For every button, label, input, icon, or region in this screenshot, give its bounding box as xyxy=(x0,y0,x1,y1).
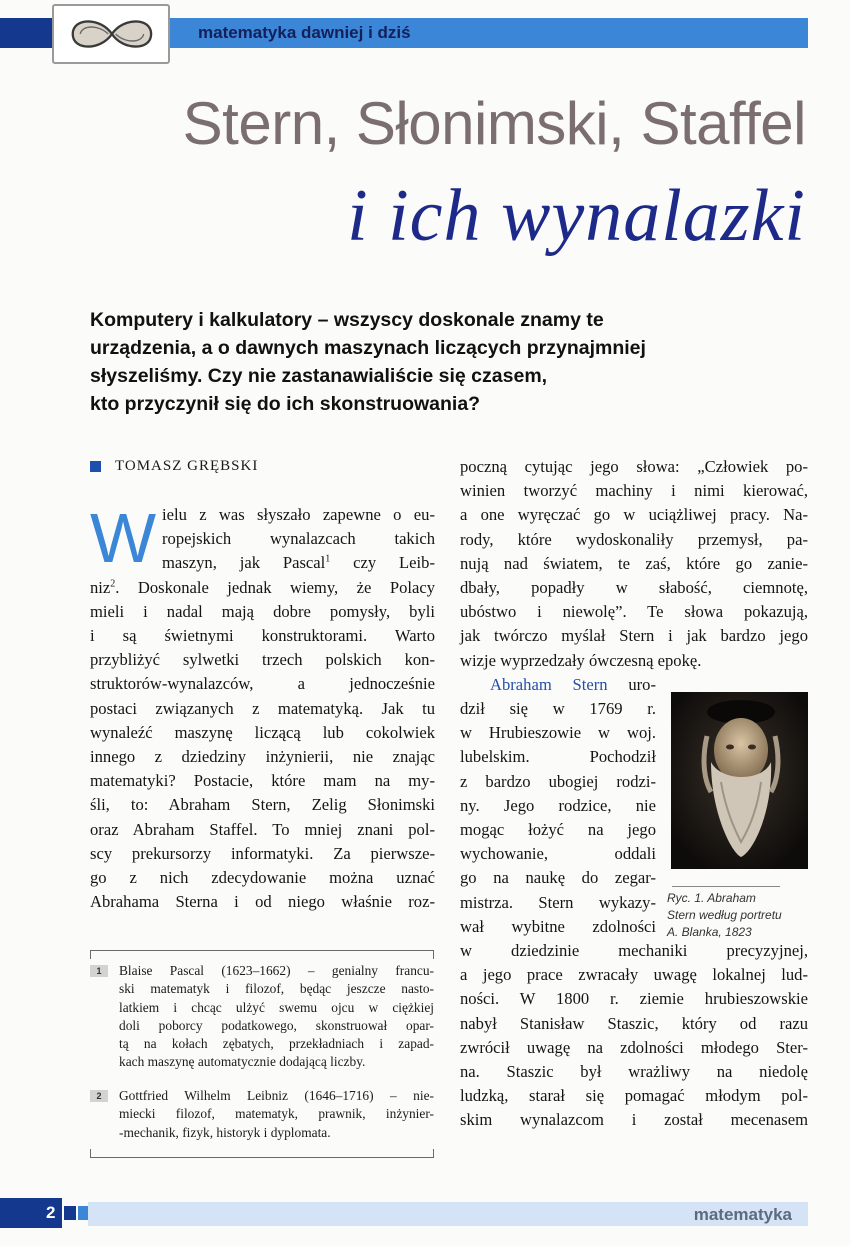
text-line: nują nad światem, te zaś, które go zanie- xyxy=(460,553,808,573)
caption-divider xyxy=(672,886,780,887)
text-line: na. Staszic był wrażliwy na niedolę xyxy=(460,1062,808,1082)
text-line: oraz Abraham Staffel. To mniej znani pol- xyxy=(90,819,435,839)
page-subtitle: i ich wynalazki xyxy=(347,175,806,257)
footnote-number: 1 xyxy=(90,965,108,977)
portrait-abraham-stern xyxy=(671,692,808,869)
text-line: Abraham Stern uro- xyxy=(490,674,656,694)
mobius-strip-icon xyxy=(52,4,170,64)
footnote-line: Blaise Pascal (1623–1662) – genialny francu- xyxy=(119,963,434,978)
lead-line: urządzenia, a o dawnych maszynach liczących przynajmniej xyxy=(90,337,646,359)
footnote-line: latkiem i chcąc ulżyć swemu ojcu w ciężkiej xyxy=(119,999,434,1015)
footnote-1 xyxy=(90,962,434,1072)
text-line: a one wyręczać go w uciążliwej pracy. Na- xyxy=(460,505,808,525)
footnote-line: miecki filozof, matematyk, prawnik, inżynier- xyxy=(119,1106,434,1122)
lead-line: słyszeliśmy. Czy nie zastanawialiście się czasem, xyxy=(90,365,548,387)
text-line: innego z dziedziny inżynierii, nie znając xyxy=(90,747,435,767)
text-line: mieli i nadal mają dobre pomysły, byli xyxy=(90,601,435,621)
caption-line: Stern według portretu xyxy=(667,908,782,922)
text-line: w Hrubieszowie w woj. xyxy=(460,723,656,743)
text-line: mistrza. Stern wykazy- xyxy=(460,892,656,912)
footer-section-label: matematyka xyxy=(693,1205,792,1224)
text-line: ubóstwo i niewolę”. Te słowa pokazują, xyxy=(460,602,808,622)
text-line: wał wybitne zdolności xyxy=(460,916,656,936)
header-accent xyxy=(0,18,52,48)
footnote-line: Gottfried Wilhelm Leibniz (1646–1716) – nie- xyxy=(119,1088,434,1103)
footnote-line: kach maszynę automatycznie dodającą liczby. xyxy=(119,1054,366,1070)
text-line: ności. W 1800 r. ziemie hrubieszowskie xyxy=(460,989,808,1009)
text-line: ropejskich wynalazcach takich xyxy=(162,529,435,549)
footer-square xyxy=(78,1206,88,1220)
footnote-line: doli poborcy podatkowego, skonstruował opar- xyxy=(119,1017,434,1033)
text-line: matematyki? Postacie, które mam na my- xyxy=(90,771,435,791)
lead-line: Komputery i kalkulatory – wszyscy doskonale znamy te xyxy=(90,309,604,331)
text-line: scy prekursorzy informatyki. Za pierwsze- xyxy=(90,843,435,863)
text-line: struktorów-wynalazców, a jednocześnie xyxy=(90,674,435,694)
square-bullet-icon xyxy=(90,461,101,472)
text-line: i są świetnymi konstruktorami. Warto xyxy=(90,626,435,646)
text-line: wizje wyprzedzały ówczesną epokę. xyxy=(460,650,702,670)
text-line: dził się w 1769 r. xyxy=(460,699,656,719)
text-line: mogąc łożyć na jego xyxy=(460,820,656,840)
author-name: TOMASZ GRĘBSKI xyxy=(115,458,259,474)
text-line: postaci związanych z matematyką. Jak tu xyxy=(90,698,435,718)
section-label: matematyka dawniej i dziś xyxy=(198,23,411,42)
text-line: w dziedzinie mechaniki precyzyjnej, xyxy=(460,941,808,961)
person-name: Abraham Stern xyxy=(490,674,608,694)
page-number: 2 xyxy=(46,1203,56,1222)
text-line: jak twórczo myślał Stern i jak bardzo jego xyxy=(460,626,808,646)
text-line: z bardzo ubogiej rodzi- xyxy=(460,771,656,791)
footer-square xyxy=(64,1206,76,1220)
text-line: go na naukę do zegar- xyxy=(460,868,656,888)
drop-cap: W xyxy=(90,499,157,577)
figure-caption xyxy=(667,890,817,941)
lead-line: kto przyczynił się do ich skonstruowania? xyxy=(90,393,481,415)
text-line: wynaleźć maszynę liczącą lub cokolwiek xyxy=(90,722,435,742)
text-line: go z nich zdecydowanie można uznać xyxy=(90,868,435,888)
text-line: zwrócił uwagę na zdolności młodego Ster- xyxy=(460,1037,808,1057)
body-column-left xyxy=(90,499,435,914)
footnote-line: ski matematyk i filozof, będąc jeszcze nasto- xyxy=(119,981,434,997)
text-line: przybliżyć sylwetki trzech polskich kon- xyxy=(90,650,435,670)
text-line: dbały, popadły w słabość, ciemnotę, xyxy=(460,578,808,598)
caption-line: A. Blanka, 1823 xyxy=(667,925,752,939)
text-line: wychowanie, oddali xyxy=(460,844,656,864)
footnote-line: -mechanik, fizyk, historyk i dyplomata. xyxy=(119,1124,331,1140)
text-line: ielu z was słyszało zapewne o eu- xyxy=(162,505,435,524)
text-line: ludzką, starał się pomagać młodym pol- xyxy=(460,1086,808,1106)
text-line: śli, to: Abraham Stern, Zelig Słonimski xyxy=(90,795,435,815)
text-line: a jego prace zwracały uwagę lokalnej lud- xyxy=(460,965,808,985)
footnote-line: tą na kołach zębatych, przekładniach i zapad- xyxy=(119,1036,434,1052)
text-line: poczną cytując jego słowa: „Człowiek po- xyxy=(460,457,808,476)
lead-paragraph xyxy=(90,306,770,418)
text-line: rody, które wydoskonaliły przemysł, pa- xyxy=(460,529,808,549)
text-line: maszyn, jak Pascal$^1$ czy Leib- xyxy=(162,553,435,573)
text-line: Abrahama Sterna i od niego właśnie roz- xyxy=(90,892,435,912)
caption-line: Ryc. 1. Abraham xyxy=(667,891,756,905)
footnote-number: 2 xyxy=(90,1090,108,1102)
page-title: Stern, Słonimski, Staffel xyxy=(182,90,806,157)
footnote-2 xyxy=(90,1087,434,1142)
text-line: ny. Jego rodzice, nie xyxy=(460,795,656,815)
text-line: lubelskim. Pochodził xyxy=(460,747,656,767)
text-line: skim wynalazcom i został mecenasem xyxy=(460,1110,808,1130)
text-line: winien tworzyć machiny i nimi kierować, xyxy=(460,481,808,501)
text-line: niz$^2$. Doskonale jednak wiemy, że Polacy xyxy=(90,577,435,597)
author-byline xyxy=(90,458,258,475)
text-line: nabył Stanisław Staszic, który od razu xyxy=(460,1013,808,1033)
